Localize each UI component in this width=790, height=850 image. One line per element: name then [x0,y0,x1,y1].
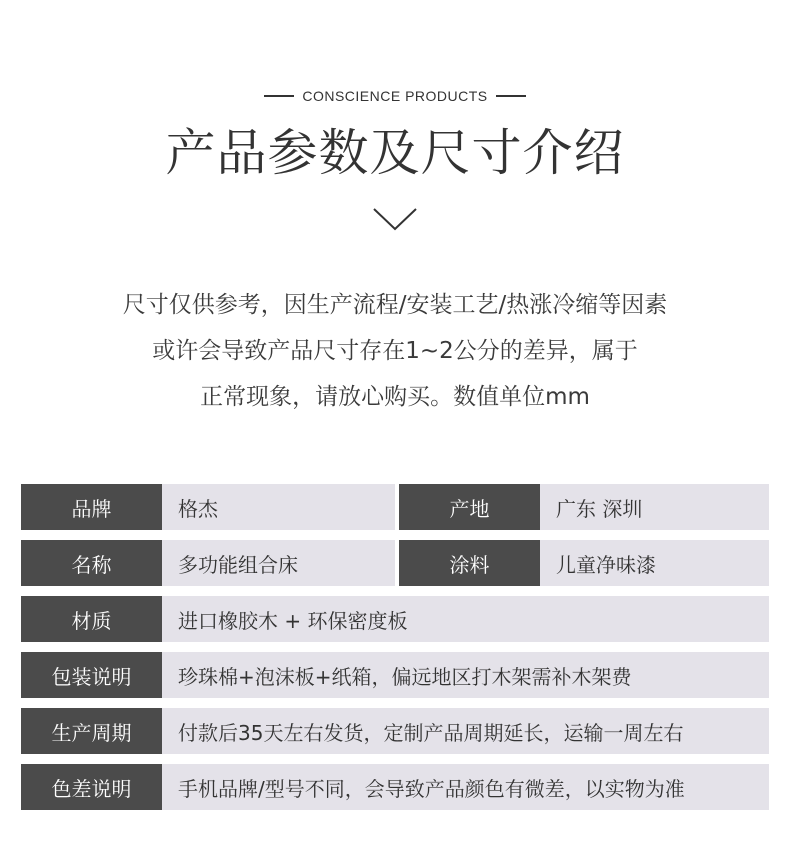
chevron-down-icon [372,206,418,232]
disclaimer-line: 正常现象，请放心购买。数值单位mm [200,384,590,410]
spec-label-origin: 产地 [399,484,540,530]
subtitle-right-rule [496,95,526,97]
disclaimer-line: 尺寸仅供参考，因生产流程/安装工艺/热涨冷缩等因素 [122,292,668,318]
spec-label-material: 材质 [21,596,162,642]
spec-value-packaging: 珍珠棉+泡沫板+纸箱，偏远地区打木架需补木架费 [162,652,769,698]
subtitle-row [0,88,790,104]
spec-row-material [21,596,769,642]
subtitle-text: CONSCIENCE PRODUCTS [302,88,488,104]
page-title: 产品参数及尺寸介绍 [165,124,625,182]
spec-row-production-cycle [21,708,769,754]
spec-value-color-difference: 手机品牌/型号不同，会导致产品颜色有微差，以实物为准 [162,764,769,810]
disclaimer-line: 或许会导致产品尺寸存在1~2公分的差异，属于 [152,338,638,364]
spec-row-brand-origin [21,484,769,530]
spec-label-brand: 品牌 [21,484,162,530]
spec-label-packaging: 包装说明 [21,652,162,698]
spec-value-brand: 格杰 [162,484,395,530]
spec-value-coating: 儿童净味漆 [540,540,769,586]
spec-value-origin: 广东 深圳 [540,484,769,530]
spec-label-name: 名称 [21,540,162,586]
spec-row-name-coating [21,540,769,586]
spec-label-production-cycle: 生产周期 [21,708,162,754]
spec-value-production-cycle: 付款后35天左右发货，定制产品周期延长，运输一周左右 [162,708,769,754]
spec-value-material: 进口橡胶木 + 环保密度板 [162,596,769,642]
subtitle-left-rule [264,95,294,97]
spec-row-packaging [21,652,769,698]
spec-label-color-difference: 色差说明 [21,764,162,810]
size-disclaimer [0,282,790,420]
spec-label-coating: 涂料 [399,540,540,586]
spec-row-color-difference [21,764,769,810]
spec-value-name: 多功能组合床 [162,540,395,586]
